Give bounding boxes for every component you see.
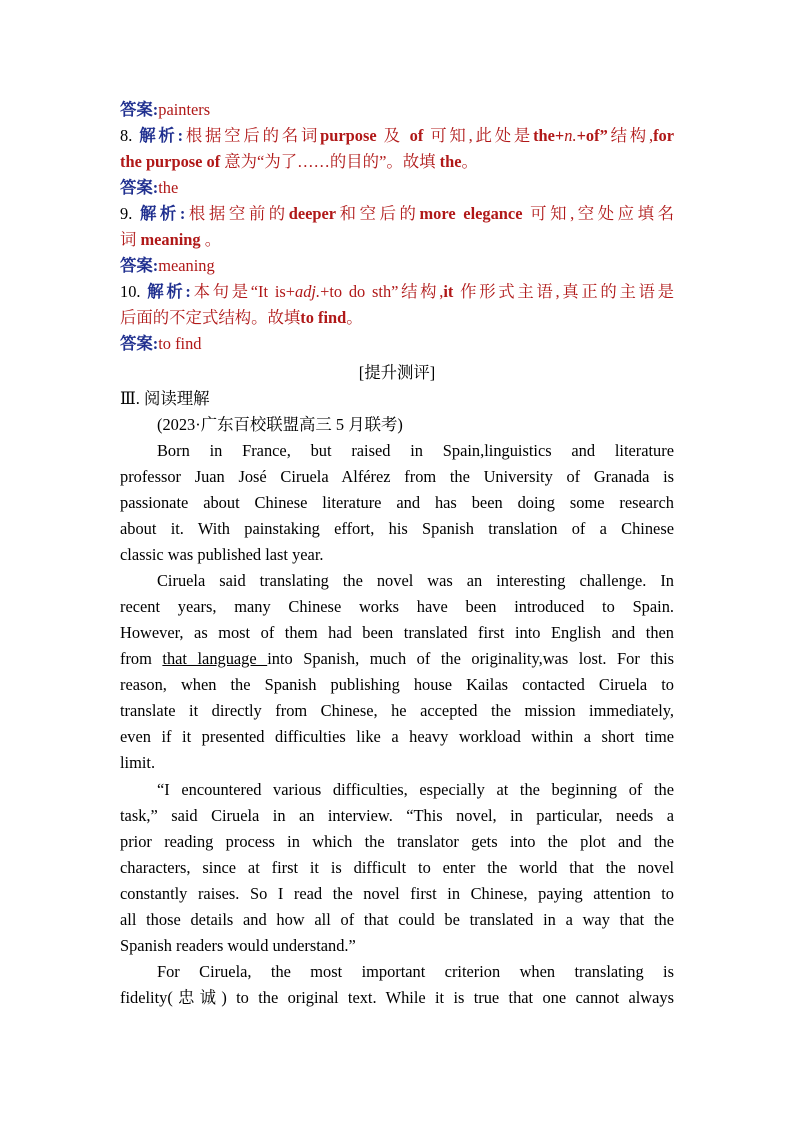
- passage-line: recent years, many Chinese works have been introduced to Spain.: [120, 597, 674, 616]
- answer-10: 答案:to find: [120, 334, 202, 353]
- passage-line: constantly raises. So I read the novel first in Chinese, paying attention to: [120, 884, 674, 903]
- passage-line: translate it directly from Chinese, he accepted the mission immediately,: [120, 701, 674, 720]
- section-title: Ⅲ. 阅读理解: [120, 389, 210, 408]
- passage-line: characters, since at first it is difficult to enter the world that the novel: [120, 858, 674, 877]
- answer-8: 答案:the: [120, 178, 179, 197]
- answer-9: 答案:meaning: [120, 256, 215, 275]
- source-line: (2023·广东百校联盟高三 5 月联考): [157, 415, 403, 434]
- passage-line: fidelity(忠诚) to the original text. While it is true that one cannot always: [120, 988, 674, 1007]
- underlined-phrase: that language: [162, 649, 268, 668]
- passage-line: task,” said Ciruela in an interview. “This novel, in particular, needs a: [120, 806, 674, 825]
- passage-line: classic was published last year.: [120, 545, 324, 564]
- passage-line: “I encountered various difficulties, especially at the beginning of the: [157, 780, 674, 799]
- passage-line: Ciruela said translating the novel was an interesting challenge. In: [157, 571, 674, 590]
- passage-line: reason, when the Spanish publishing house Kailas contacted Ciruela to: [120, 675, 674, 694]
- analysis-10-line-1: 10. 解析:本句是“It is+adj.+to do sth”结构,it 作形式主语,真正的主语是: [120, 282, 674, 301]
- passage-line: limit.: [120, 753, 156, 772]
- passage-line: However, as most of them had been translated first into English and then: [120, 623, 674, 642]
- passage-line: all those details and how all of that could be translated in a way that the: [120, 910, 674, 929]
- passage-line: Born in France, but raised in Spain,linguistics and literature: [157, 441, 674, 460]
- analysis-8-line-2: the purpose of 意为“为了……的目的”。故填 the。: [120, 152, 478, 171]
- analysis-9-line-2: 词 meaning 。: [120, 230, 222, 249]
- passage-line: even if it presented difficulties like a heavy workload within a short time: [120, 727, 674, 746]
- analysis-8-line-1: 8. 解析:根据空后的名词purpose 及 of 可知,此处是the+n.+of”结构,for: [120, 126, 674, 145]
- passage-line: passionate about Chinese literature and has been doing some research: [120, 493, 674, 512]
- passage-line: from that language into Spanish, much of the originality,was lost. For this: [120, 649, 675, 668]
- passage-line: prior reading process in which the translator gets into the plot and the: [120, 832, 674, 851]
- passage-line: Spanish readers would understand.”: [120, 936, 356, 955]
- analysis-10-line-2: 后面的不定式结构。故填to find。: [120, 308, 363, 327]
- passage-line: For Ciruela, the most important criterion when translating is: [157, 962, 674, 981]
- answer-7: 答案:painters: [120, 100, 211, 119]
- passage-line: professor Juan José Ciruela Alférez from the University of Granada is: [120, 467, 674, 486]
- passage-line: about it. With painstaking effort, his Spanish translation of a Chinese: [120, 519, 674, 538]
- analysis-9-line-1: 9. 解析:根据空前的deeper和空后的more elegance 可知,空处应填名: [120, 204, 674, 223]
- section-header: [提升测评]: [358, 363, 436, 382]
